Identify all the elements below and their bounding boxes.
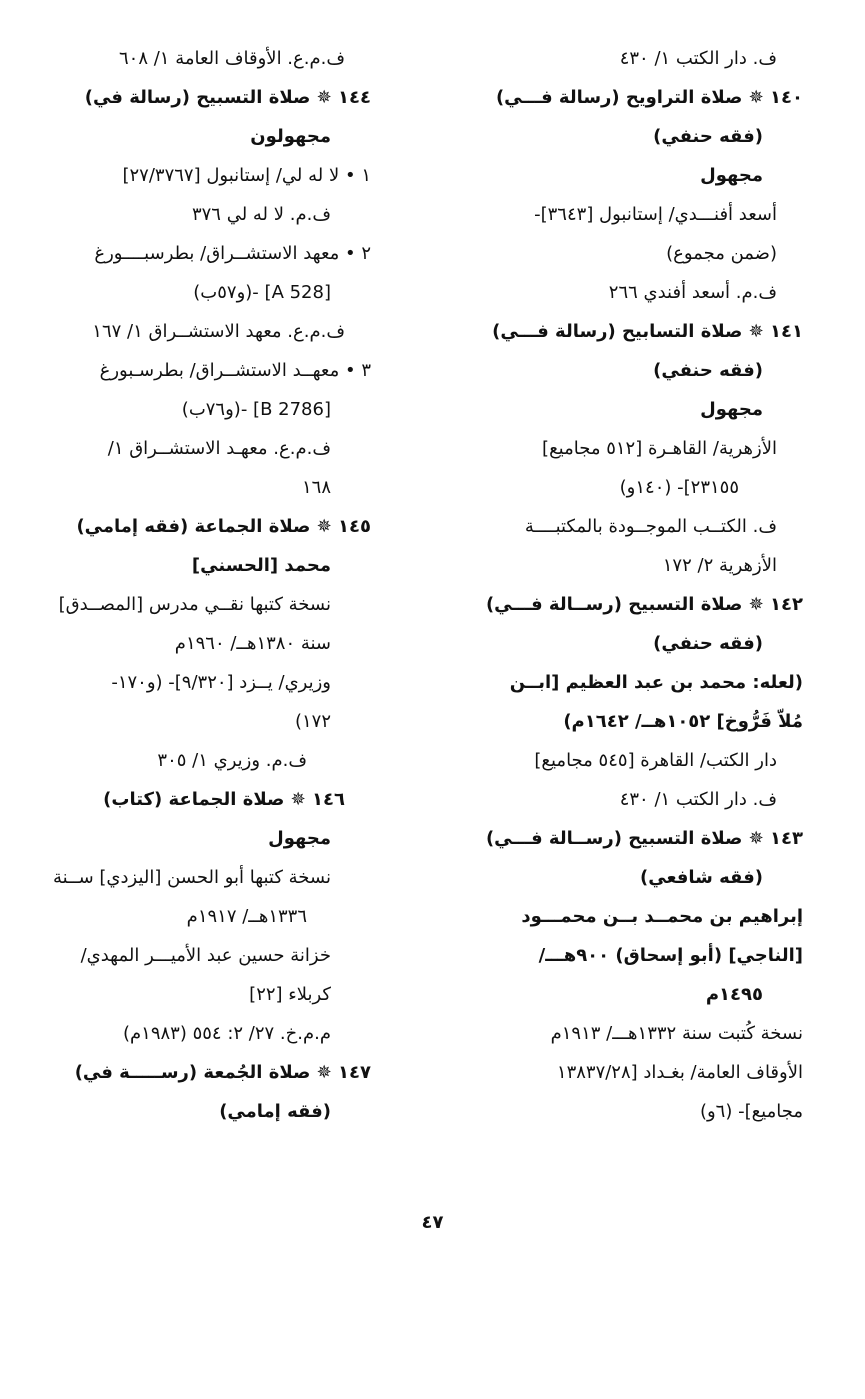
manuscript-location: الأزهرية/ القاهـرة [٥١٢ مجاميع] [542, 438, 777, 459]
manuscript-shelfmark: [B 2786] -(و٧٦ب) [181, 399, 331, 420]
subject-tag: (فقه حنفي) [653, 360, 763, 381]
left-column [41, 48, 371, 1140]
entry-heading-146: ١٤٦ ✵ صلاة الجماعة (كتاب) [103, 789, 345, 810]
page-number: ٤٧ [421, 1212, 444, 1233]
author-name: ١٤٩٥م [705, 984, 763, 1005]
citation-line: ف.م.ع. الأوقاف العامة ١/ ٦٠٨ [118, 48, 345, 69]
manuscript-location: خزانة حسين عبد الأميـــر المهدي/ [80, 945, 331, 966]
entry-heading-140: ١٤٠ ✵ صلاة التراويح (رسالة فـــي) [495, 87, 803, 108]
manuscript-note: نسخة كتبها أبو الحسن [اليزدي] ســنة [52, 867, 331, 888]
citation-line: م.م.خ. ٢٧/ ٢: ٥٥٤ (١٩٨٣م) [122, 1023, 331, 1044]
entry-heading-144: ١٤٤ ✵ صلاة التسبيح (رسالة في) [84, 87, 371, 108]
author-name: محمد [الحسني] [191, 555, 331, 576]
entry-heading-143: ١٤٣ ✵ صلاة التسبيح (رســالة فـــي) [485, 828, 803, 849]
manuscript-item-3: ٣ • معهــد الاستشــراق/ بطرسـبورغ [99, 360, 371, 381]
citation-line: ف.م.ع. معهد الاستشــراق ١/ ١٦٧ [92, 321, 345, 342]
author-name: مجهولون [250, 126, 331, 147]
entry-heading-142: ١٤٢ ✵ صلاة التسبيح (رســالة فـــي) [485, 594, 803, 615]
subject-tag: (فقه حنفي) [653, 633, 763, 654]
manuscript-location: ٢٣١٥٥]- (١٤٠و) [619, 477, 739, 498]
citation-line: ف.م. أسعد أفندي ٢٦٦ [608, 282, 777, 303]
manuscript-item-2: ٢ • معهد الاستشــراق/ بطرسبــــورغ [94, 243, 371, 264]
manuscript-location: مجاميع]- (٦و) [699, 1101, 803, 1122]
manuscript-note: سنة ١٣٨٠هــ/ ١٩٦٠م [174, 633, 331, 654]
manuscript-note: نسخة كُتبت سنة ١٣٣٢هـــ/ ١٩١٣م [550, 1023, 803, 1044]
manuscript-location: أسعد أفنـــدي/ إستانبول [٣٦٤٣]- [534, 204, 777, 225]
citation-line: ف. دار الكتب ١/ ٤٣٠ [619, 789, 777, 810]
manuscript-location: ١٧٢) [294, 711, 331, 732]
author-name: (لعله: محمد بن عبد العظيم [ابــن [509, 672, 803, 693]
manuscript-location: وزيري/ يــزد [٩/٣٢٠]- (و١٧٠- [111, 672, 331, 693]
author-name: مجهول [700, 165, 763, 186]
author-name: [الناجي] (أبو إسحاق) ٩٠٠هـــ/ [538, 945, 803, 966]
manuscript-shelfmark: [A 528] -(و٥٧ب) [193, 282, 331, 303]
entry-heading-147: ١٤٧ ✵ صلاة الجُمعة (رســـــة في) [74, 1062, 371, 1083]
manuscript-location: الأوقاف العامة/ بغـداد [١٣٨٣٧/٢٨ [556, 1062, 803, 1083]
citation-line: ف. دار الكتب ١/ ٤٣٠ [619, 48, 777, 69]
author-name: مجهول [268, 828, 331, 849]
entry-heading-145: ١٤٥ ✵ صلاة الجماعة (فقه إمامي) [76, 516, 371, 537]
citation-line: ف.م. وزيري ١/ ٣٠٥ [157, 750, 307, 771]
author-name: إبراهيم بن محمــد بــن محمـــود [521, 906, 803, 927]
manuscript-note: (ضمن مجموع) [666, 243, 777, 264]
manuscript-location: كربلاء [٢٢] [249, 984, 331, 1005]
citation-line: ف. الكتــب الموجــودة بالمكتبــــة [524, 516, 777, 537]
citation-line: الأزهرية ٢/ ١٧٢ [662, 555, 777, 576]
right-column [443, 48, 803, 1140]
subject-tag: (فقه إمامي) [219, 1101, 331, 1122]
citation-line: ١٦٨ [301, 477, 331, 498]
citation-line: ف.م.ع. معهـد الاستشــراق ١/ [107, 438, 331, 459]
manuscript-note: ١٣٣٦هــ/ ١٩١٧م [186, 906, 307, 927]
author-name: مجهول [700, 399, 763, 420]
manuscript-item-1: ١ • لا له لي/ إستانبول [٢٧/٣٧٦٧] [122, 165, 371, 186]
manuscript-note: نسخة كتبها نقــي مدرس [المصــدق] [58, 594, 331, 615]
entry-heading-141: ١٤١ ✵ صلاة التسابيح (رسالة فـــي) [492, 321, 803, 342]
citation-line: ف.م. لا له لي ٣٧٦ [191, 204, 331, 225]
author-name: مُلاّ فَرُّوخ] ١٠٥٢هــ/ ١٦٤٢م) [563, 711, 803, 732]
manuscript-location: دار الكتب/ القاهرة [٥٤٥ مجاميع] [534, 750, 777, 771]
subject-tag: (فقه حنفي) [653, 126, 763, 147]
subject-tag: (فقه شافعي) [640, 867, 763, 888]
